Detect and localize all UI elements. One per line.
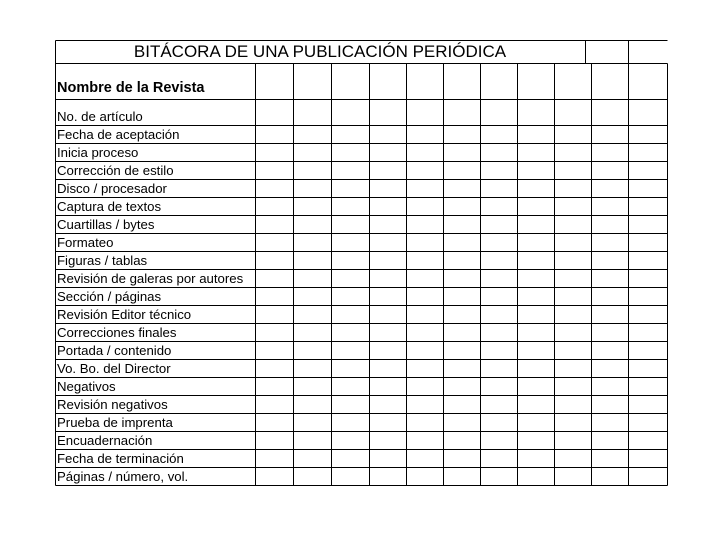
row-label: Fecha de terminación: [57, 451, 184, 466]
row-label: Encuadernación: [57, 433, 153, 448]
row-label: Páginas / número, vol.: [57, 469, 189, 484]
log-title: BITÁCORA DE UNA PUBLICACIÓN PERIÓDICA: [133, 42, 507, 61]
row-label: Portada / contenido: [57, 343, 172, 358]
log-table: [55, 40, 668, 486]
row-label: Correcciones finales: [57, 325, 177, 340]
row-label: Inicia proceso: [57, 145, 139, 160]
row-label: Cuartillas / bytes: [57, 217, 155, 232]
row-label: Revisión Editor técnico: [57, 307, 192, 322]
row-label: Revisión de galeras por autores: [57, 271, 244, 286]
row-label: Negativos: [57, 379, 116, 394]
row-label: Vo. Bo. del Director: [57, 361, 171, 376]
row-label: Revisión negativos: [57, 397, 168, 412]
row-label: No. de artículo: [57, 109, 143, 124]
row-label: Figuras / tablas: [57, 253, 148, 268]
row-label: Fecha de aceptación: [57, 127, 180, 142]
row-label: Captura de textos: [57, 199, 162, 214]
row-label: Corrección de estilo: [57, 163, 174, 178]
row-label: Formateo: [57, 235, 114, 250]
row-label: Disco / procesador: [57, 181, 167, 196]
row-label: Prueba de imprenta: [57, 415, 173, 430]
row-label: Sección / páginas: [57, 289, 162, 304]
journal-name-label: Nombre de la Revista: [57, 80, 205, 96]
